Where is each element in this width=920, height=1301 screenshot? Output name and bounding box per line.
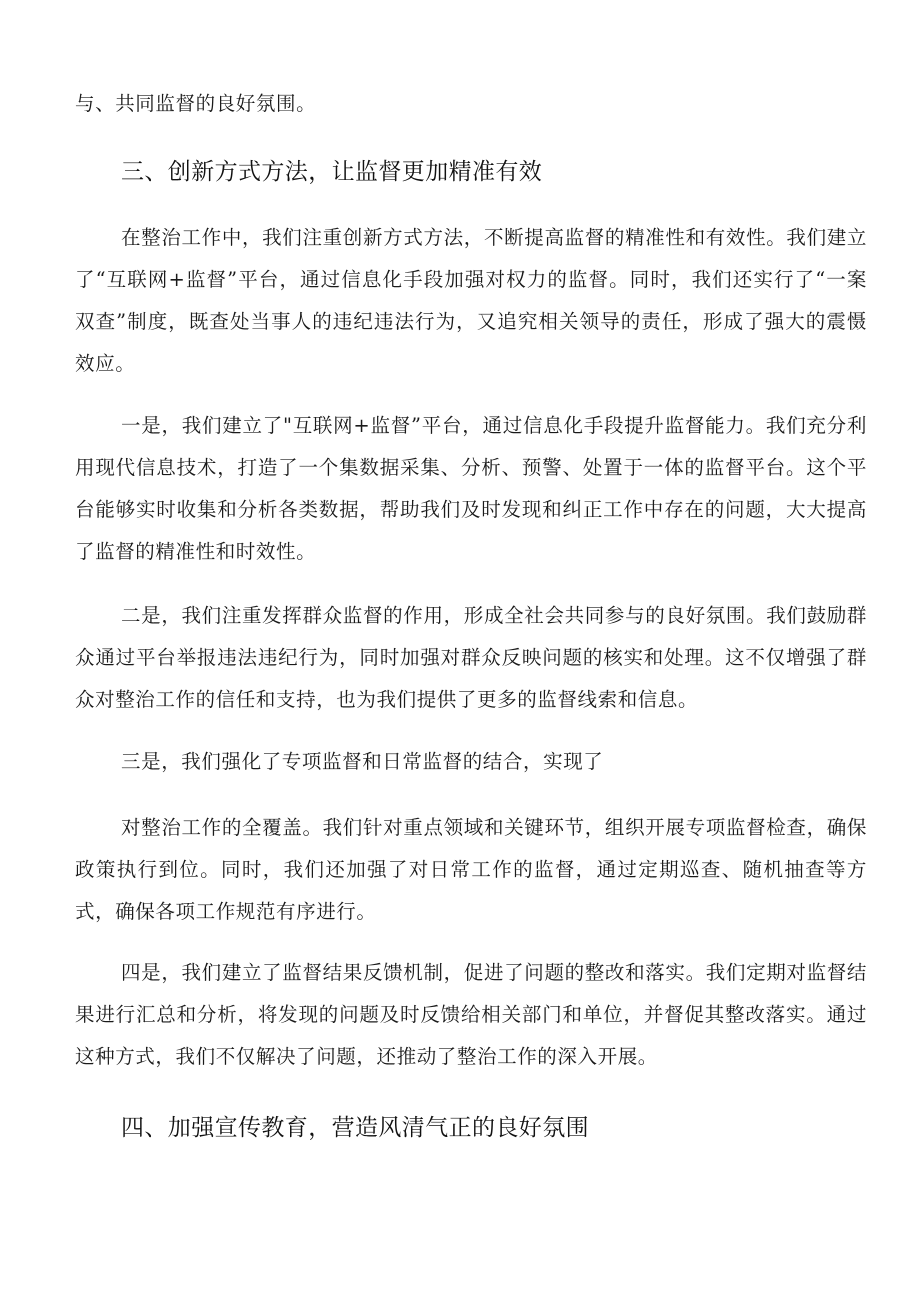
paragraph-point-four: 四是，我们建立了监督结果反馈机制，促进了问题的整改和落实。我们定期对监督结果进行汇总和分析，将发现的问题及时反馈给相关部门和单位，并督促其整改落实。通过这种方式，我们不仅解决了问题，还推动了整治工作的深入开展。 xyxy=(75,961,867,1068)
paragraph-point-three: 三是，我们强化了专项监督和日常监督的结合，实现了 xyxy=(121,750,604,773)
paragraph-full-coverage: 对整治工作的全覆盖。我们针对重点领域和关键环节，组织开展专项监督检查，确保政策执行到位。同时，我们还加强了对日常工作的监督，通过定期巡查、随机抽查等方式，确保各项工作规范有序进行。 xyxy=(75,816,867,923)
section-heading-3: 三、创新方式方法，让监督更加精准有效 xyxy=(121,159,543,185)
paragraph-point-two: 二是，我们注重发挥群众监督的作用，形成全社会共同参与的良好氛围。我们鼓励群众通过平台举报违法违纪行为，同时加强对群众反映问题的核实和处理。这不仅增强了群众对整治工作的信任和支持，也为我们提供了更多的监督线索和信息。 xyxy=(75,604,867,711)
paragraph-innovation-summary: 在整治工作中，我们注重创新方式方法，不断提高监督的精准性和有效性。我们建立了“互联网+监督”平台，通过信息化手段加强对权力的监督。同时，我们还实行了“一案双查”制度，既查处当事人的违纪违法行为，又追究相关领导的责任，形成了强大的震慑效应。 xyxy=(75,226,867,375)
paragraph-intro-tail: 与、共同监督的良好氛围。 xyxy=(75,92,317,115)
section-heading-4: 四、加强宣传教育，营造风清气正的良好氛围 xyxy=(121,1115,589,1141)
paragraph-point-one: 一是，我们建立了"互联网+监督”平台，通过信息化手段提升监督能力。我们充分利用现代信息技术，打造了一个集数据采集、分析、预警、处置于一体的监督平台。这个平台能够实时收集和分析各类数据，帮助我们及时发现和纠正工作中存在的问题，大大提高了监督的精准性和时效性。 xyxy=(75,414,867,563)
